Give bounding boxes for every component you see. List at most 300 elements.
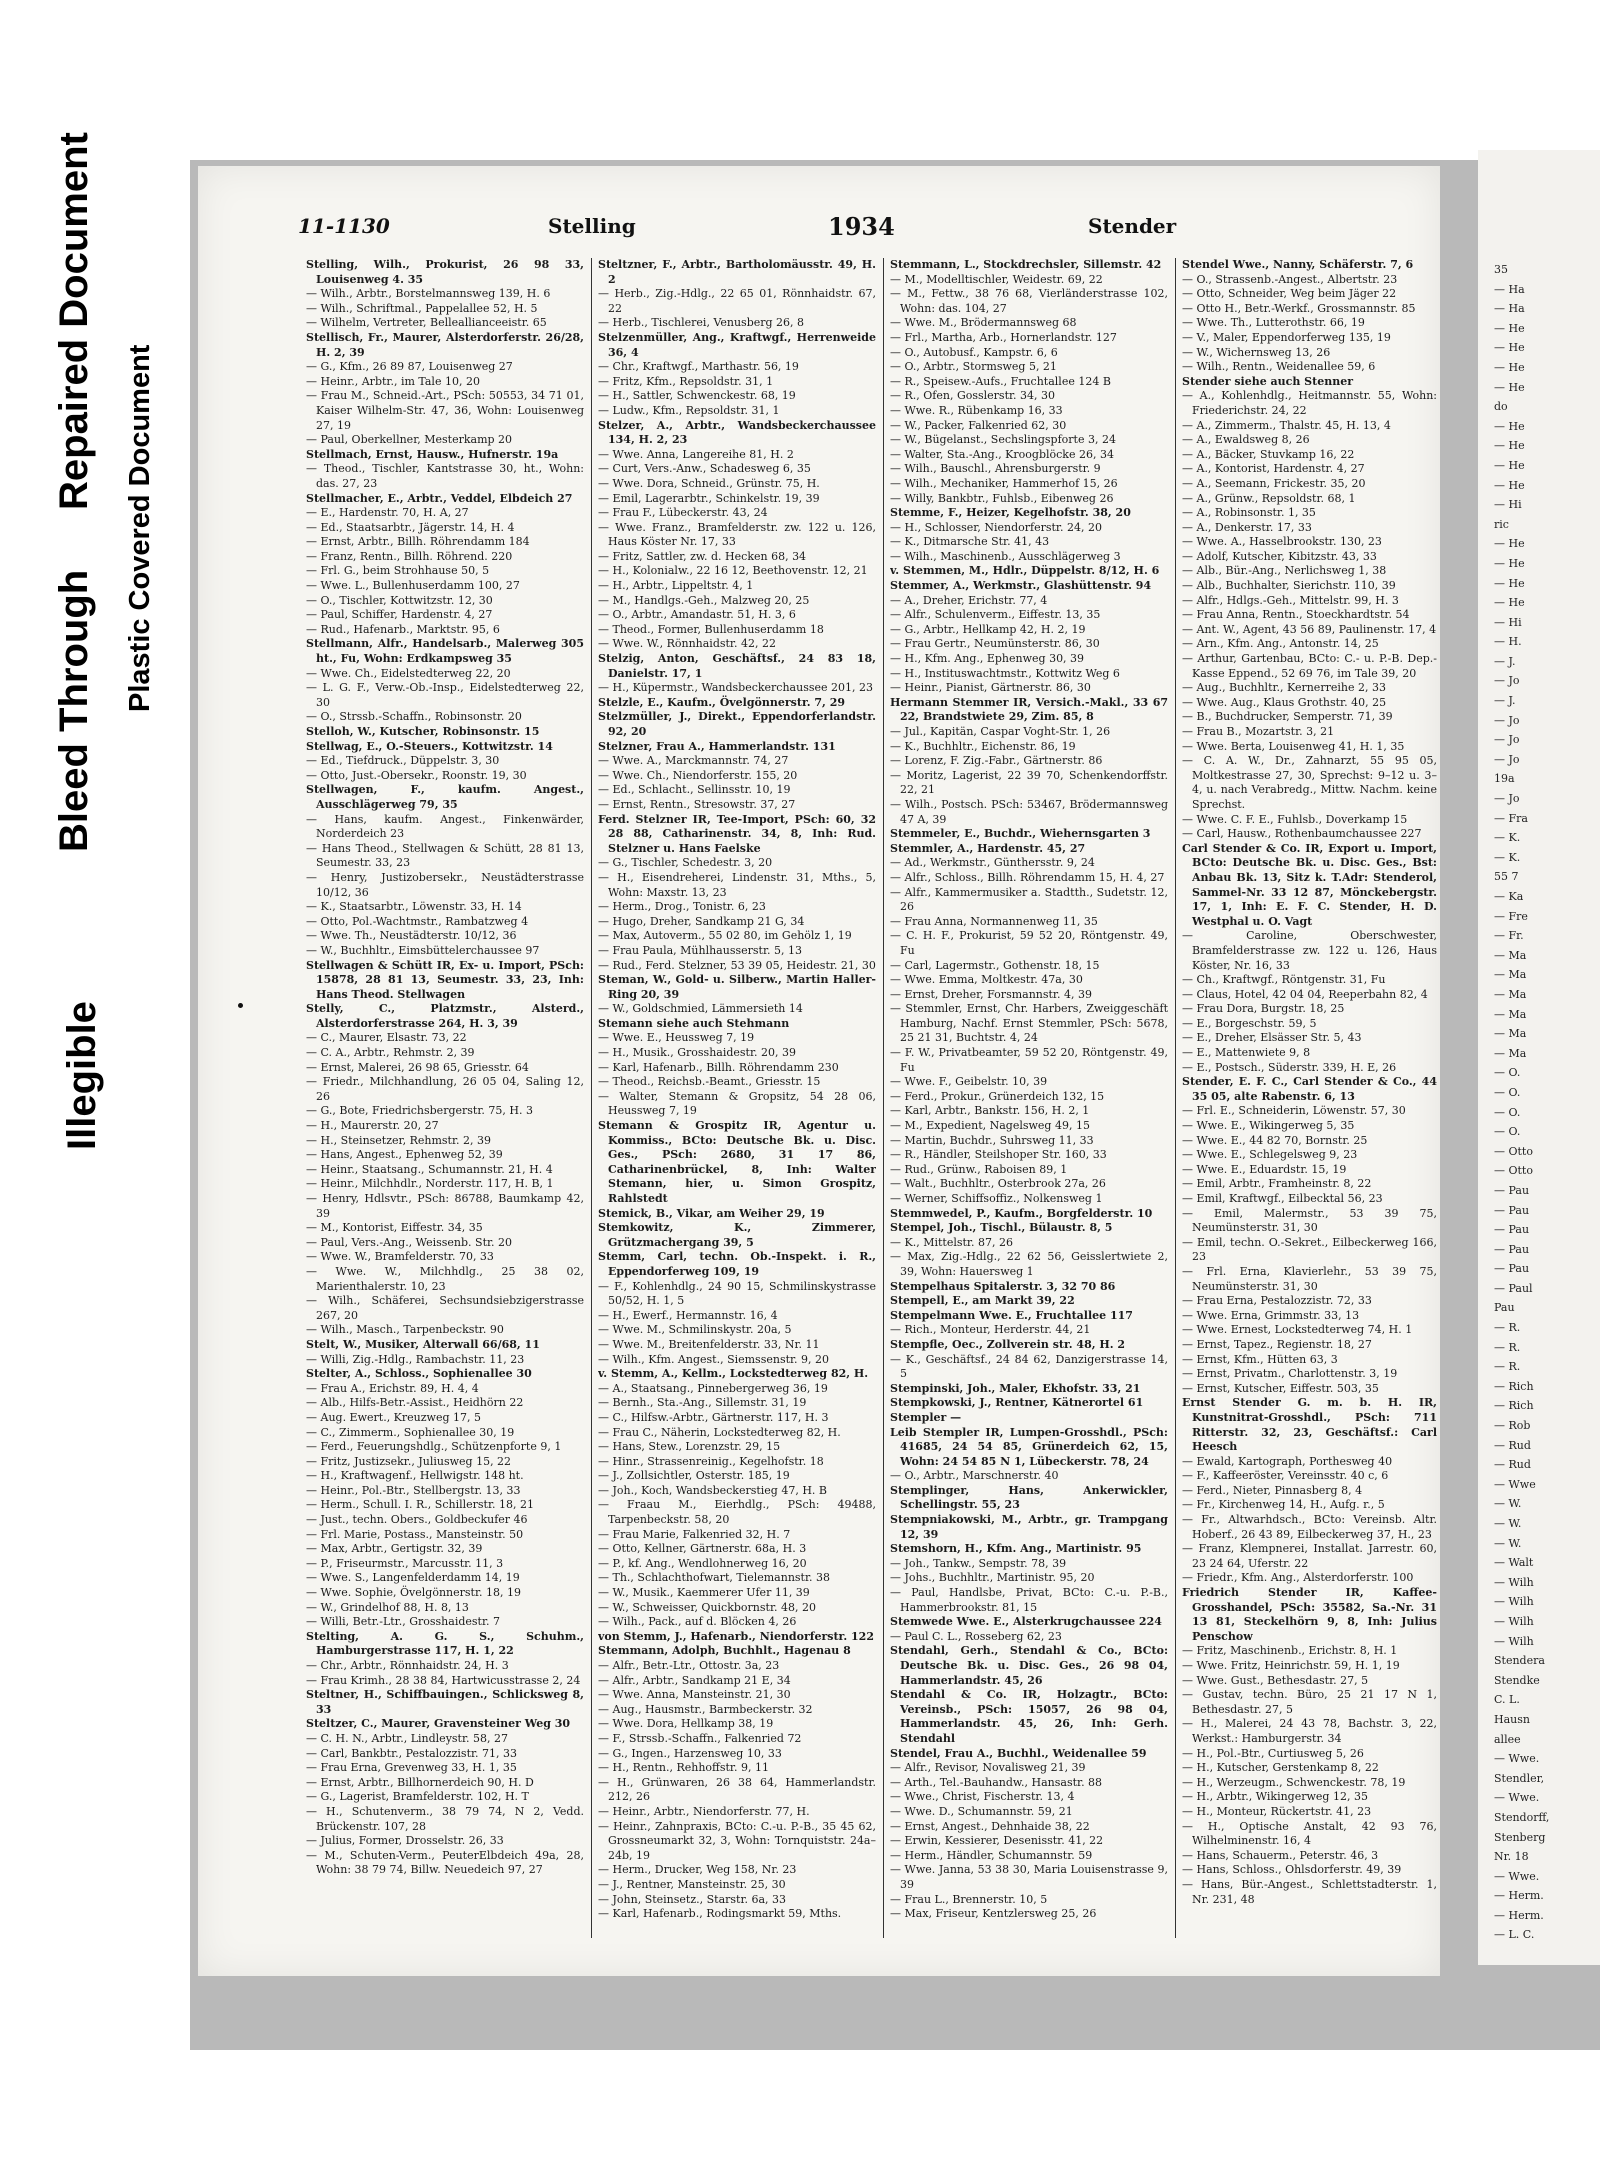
directory-entry: — Herm., Schull. I. R., Schillerstr. 18, 21: [306, 1498, 534, 1512]
directory-entry: — A., Ewaldsweg 8, 26: [1182, 433, 1310, 447]
next-page-fragment: — Jo: [1494, 674, 1520, 688]
directory-entry: — A., Staatsang., Pinnebergerweg 36, 19: [598, 1381, 828, 1395]
directory-entry: — Arth., Tel.-Bauhandw., Hansastr. 88: [890, 1775, 1103, 1789]
next-page-fragment: — H.: [1494, 635, 1522, 649]
directory-entry: Steman, W., Gold- u. Silberw., Martin Haller-Ring 20, 39: [598, 973, 876, 1001]
directory-entry: — Wilh., Postsch. PSch: 53467, Brödermannsweg 47 A, 39: [890, 797, 1168, 826]
directory-entry: Stempniakowski, M., Arbtr., gr. Trampgang 12, 39: [890, 1513, 1168, 1541]
directory-entry: — H., Schlosser, Niendorferstr. 24, 20: [890, 520, 1102, 534]
directory-entry: Stelzer, A., Arbtr., Wandsbeckerchaussee 134, H. 2, 23: [598, 418, 876, 447]
directory-entry: — Claus, Hotel, 42 04 04, Reeperbahn 82, 4: [1182, 987, 1428, 1001]
directory-entry: — Walter, Sta.-Ang., Kroogblöcke 26, 34: [890, 447, 1114, 461]
directory-entry: Leib Stempler IR, Lumpen-Grosshdl., PSch: 41685, 24 54 85, Grünerdeich 62, 15, Wohn: 24 54 85 N 1, Lübeckerstr. 78, 24: [890, 1425, 1168, 1468]
directory-entry: — Herm., Drucker, Weg 158, Nr. 23: [598, 1863, 797, 1877]
next-page-fragment: — He: [1494, 537, 1525, 551]
directory-entry: Stelting, A. G. S., Schuhm., Hamburgerstrasse 117, H. 1, 22: [306, 1629, 584, 1658]
directory-entry: — Bernh., Sta.-Ang., Sillemstr. 31, 19: [598, 1396, 807, 1410]
directory-entry: — Hans, Schloss., Ohlsdorferstr. 49, 39: [1182, 1863, 1402, 1877]
directory-entry: — M., Schuten-Verm., PeuterElbdeich 49a, 28, Wohn: 38 79 74, Billw. Neuedeich 97, 27: [306, 1848, 584, 1877]
directory-entry: — Fr., Kirchenweg 14, H., Aufg. r., 5: [1182, 1498, 1385, 1512]
next-page-fragment: Hausn: [1494, 1712, 1530, 1726]
directory-entry: — G., Ingen., Harzensweg 10, 33: [598, 1746, 782, 1760]
directory-entry: — W., Packer, Falkenried 62, 30: [890, 418, 1067, 432]
directory-entry: — Karl, Hafenarb., Rodingsmarkt 59, Mths.: [598, 1907, 842, 1921]
directory-entry: — Moritz, Lagerist, 22 39 70, Schenkendorffstr. 22, 21: [890, 768, 1168, 797]
directory-entry: — Otto, Schneider, Weg beim Jäger 22: [1182, 287, 1397, 301]
directory-entry: — Wwe. Janna, 53 38 30, Maria Louisenstrasse 9, 39: [890, 1863, 1168, 1891]
directory-entry: — Joh., Tankw., Sempstr. 78, 39: [890, 1556, 1067, 1570]
directory-entry: Stemmwedel, P., Kaufm., Borgfelderstr. 10: [890, 1206, 1153, 1220]
directory-entry: — Wwe. A., Hasselbrookstr. 130, 23: [1182, 535, 1382, 549]
next-page-fragment: — L. C.: [1494, 1928, 1535, 1942]
next-page-fragment: — Ma: [1494, 987, 1527, 1001]
directory-entry: — Fritz, Kfm., Repsoldstr. 31, 1: [598, 374, 774, 388]
directory-entry: — Frl., Martha, Arb., Hornerlandstr. 127: [890, 330, 1117, 344]
next-page-text: [1478, 150, 1600, 1945]
header-year: 1934: [828, 212, 895, 241]
directory-entry: — Friedr., Kfm. Ang., Alsterdorferstr. 100: [1182, 1571, 1414, 1585]
next-page-fragment: — Rich: [1494, 1399, 1534, 1413]
directory-entry: — Wwe. W., Bramfelderstr. 70, 33: [306, 1250, 494, 1264]
directory-entry: — Alfr., Hdlgs.-Geh., Mittelstr. 99, H. 3: [1182, 593, 1399, 607]
directory-entry: Stellmach, Ernst, Hausw., Hufnerstr. 19a: [306, 447, 559, 461]
directory-entry: — Willi, Zig.-Hdlg., Rambachstr. 11, 23: [306, 1352, 525, 1366]
next-page-fragment: — He: [1494, 478, 1525, 492]
ink-speck: [238, 1003, 243, 1008]
directory-entry: — O., Arbtr., Stormsweg 5, 21: [890, 360, 1057, 374]
directory-entry: — A., Dreher, Erichstr. 77, 4: [890, 593, 1048, 607]
directory-entry: — O., Autobusf., Kampstr. 6, 6: [890, 345, 1058, 359]
directory-entry: — Heinr., Zahnpraxis, BCto: C.-u. P.-B., 35 45 62, Grossneumarkt 32, 3, Wohn: Tornquiststr. 24a–24b, 19: [598, 1819, 876, 1862]
directory-entry: — Wwe. E., Eduardstr. 15, 19: [1182, 1162, 1347, 1176]
directory-entry: — Erwin, Kessierer, Desenisstr. 41, 22: [890, 1834, 1104, 1848]
directory-entry: — Karl, Hafenarb., Billh. Röhrendamm 230: [598, 1060, 839, 1074]
directory-entry: — P., kf. Ang., Wendlohnerweg 16, 20: [598, 1556, 807, 1570]
column-divider: [883, 258, 884, 1938]
directory-entry: Stelzmüller, J., Direkt., Eppendorferlandstr. 92, 20: [598, 710, 876, 738]
next-page-fragment: Stendera: [1494, 1654, 1545, 1668]
directory-entry: — Frau Erna, Pestalozzistr. 72, 33: [1182, 1294, 1372, 1308]
next-page-fragment: Nr. 18: [1494, 1850, 1529, 1864]
directory-entry: — Ernst, Tapez., Regienstr. 18, 27: [1182, 1337, 1372, 1351]
directory-entry: — Max, Zig.-Hdlg., 22 62 56, Geisslertwiete 2, 39, Wohn: Hauersweg 1: [890, 1250, 1168, 1278]
directory-entry: Stellmacher, E., Arbtr., Veddel, Elbdeich 27: [306, 491, 573, 505]
next-page-fragment: ric: [1494, 517, 1509, 531]
column-1: [306, 258, 584, 1938]
directory-entry: Stemick, B., Vikar, am Weiher 29, 19: [598, 1206, 825, 1220]
column-divider: [1175, 258, 1176, 1938]
directory-entry: — Wwe. Franz., Bramfelderstr. zw. 122 u. 126, Haus Köster Nr. 17, 33: [598, 520, 876, 549]
directory-entry: — Paul, Vers.-Ang., Weissenb. Str. 20: [306, 1235, 513, 1249]
directory-entry: — Frau M., Schneid.-Art., PSch: 50553, 34 71 01, Kaiser Wilhelm-Str. 47, 36, Wohn: Louisenweg 27, 19: [306, 389, 584, 432]
next-page-fragment: — R.: [1494, 1360, 1521, 1374]
directory-entry: — Fritz, Sattler, zw. d. Hecken 68, 34: [598, 549, 807, 563]
directory-entry: — Franz, Rentn., Billh. Röhrend. 220: [306, 549, 513, 563]
directory-entry: — Julius, Former, Drosselstr. 26, 33: [306, 1834, 504, 1848]
directory-entry: — H., Musik., Grosshaidestr. 20, 39: [598, 1046, 797, 1060]
directory-entry: — A., Bäcker, Stuvkamp 16, 22: [1182, 447, 1355, 461]
directory-entry: — Paul, Schiffer, Hardenstr. 4, 27: [306, 608, 493, 622]
directory-entry: Stellisch, Fr., Maurer, Alsterdorferstr. 26/28, H. 2, 39: [306, 330, 584, 359]
directory-entry: — Wilh., Schriftmal., Pappelallee 52, H. 5: [306, 301, 538, 315]
directory-entry: — Wwe. D., Schumannstr. 59, 21: [890, 1804, 1073, 1818]
next-page-fragment: — Wilh: [1494, 1614, 1534, 1628]
directory-entry: Ernst Stender G. m. b. H. IR, Kunstnitrat-Grosshdl., PSch: 711 Ritterstr. 32, 23, Geschäftsf.: Carl Heesch: [1182, 1396, 1437, 1454]
directory-entry: — Wwe. Ch., Eidelstedterweg 22, 20: [306, 666, 511, 680]
directory-entry: — Wilh., Mechaniker, Hammerhof 15, 26: [890, 476, 1118, 490]
directory-entry: — Johs., Buchhltr., Martinistr. 95, 20: [890, 1571, 1095, 1585]
directory-entry: von Stemm, J., Hafenarb., Niendorferstr. 122: [598, 1629, 874, 1643]
directory-entry: — O., Arbtr., Amandastr. 51, H. 3, 6: [598, 608, 796, 622]
directory-entry: Stelzig, Anton, Geschäftsf., 24 83 18, Danielstr. 17, 1: [598, 652, 876, 680]
directory-entry: — Heinr., Pianist, Gärtnerstr. 86, 30: [890, 681, 1091, 695]
directory-entry: — A., Seemann, Frickestr. 35, 20: [1182, 476, 1366, 490]
directory-entry: — H., Kolonialw., 22 16 12, Beethovenstr. 12, 21: [598, 564, 868, 578]
directory-entry: — Wwe. C. F. E., Fuhlsb., Doverkamp 15: [1182, 812, 1408, 826]
directory-entry: — Heinr., Arbtr., Niendorferstr. 77, H.: [598, 1804, 810, 1818]
directory-entry: — K., Staatsarbtr., Löwenstr. 33, H. 14: [306, 900, 522, 914]
directory-entry: — Paul, Oberkellner, Mesterkamp 20: [306, 433, 513, 447]
directory-entry: — H., Steinsetzer, Rehmstr. 2, 39: [306, 1133, 491, 1147]
directory-entry: — Rud., Grünw., Raboisen 89, 1: [890, 1162, 1068, 1176]
directory-entry: Stemm, Carl, techn. Ob.-Inspekt. i. R., Eppendorferweg 109, 19: [598, 1250, 876, 1278]
directory-entry: — Frl. Marie, Postass., Mansteinstr. 50: [306, 1527, 524, 1541]
directory-entry: Stempell, E., am Markt 39, 22: [890, 1294, 1075, 1308]
directory-entry: — Just., techn. Obers., Goldbeckufer 46: [306, 1513, 528, 1527]
directory-entry: Stellwagen, F., kaufm. Angest., Ausschlägerweg 79, 35: [306, 783, 584, 811]
next-page-fragment: — Ma: [1494, 1027, 1527, 1041]
next-page-fragment: — Ha: [1494, 282, 1525, 296]
directory-entry: — Wwe. Th., Lutterothstr. 66, 19: [1182, 316, 1365, 330]
next-page-fragment: — Otto: [1494, 1164, 1533, 1178]
directory-entry: — John, Steinsetz., Starstr. 6a, 33: [598, 1892, 787, 1906]
next-page-fragment: — He: [1494, 439, 1525, 453]
directory-entry: Stempkowski, J., Rentner, Kätnerortel 61: [890, 1396, 1144, 1410]
directory-entry: Friedrich Stender IR, Kaffee-Grosshandel, PSch: 35582, Sa.-Nr. 31 13 81, Steckelhörn 9, 8, Inh: Julius Penschow: [1182, 1586, 1437, 1643]
directory-entry: Stendahl & Co. IR, Holzagtr., BCto: Vereinsb., PSch: 15057, 26 98 04, Hammerlandstr. 45, 26, Inh: Gerh. Stendahl: [890, 1688, 1168, 1745]
directory-entry: — H., Malerei, 24 43 78, Bachstr. 3, 22, Werkst.: Hamburgerstr. 34: [1182, 1717, 1437, 1745]
directory-entry: — Frl. G., beim Strohhause 50, 5: [306, 564, 490, 578]
directory-entry: — Wwe. E., 44 82 70, Bornstr. 25: [1182, 1133, 1368, 1147]
next-page-fragment: — Wwe.: [1494, 1791, 1540, 1805]
directory-entry: — Wwe. L., Bullenhuserdamm 100, 27: [306, 579, 520, 593]
directory-entry: — Wwe. Ernest, Lockstedterweg 74, H. 1: [1182, 1323, 1413, 1337]
directory-entry: Stellwag, E., O.-Steuers., Kottwitzstr. 14: [306, 739, 553, 753]
directory-entry: — H., Küpermstr., Wandsbeckerchaussee 201, 23: [598, 681, 873, 695]
directory-entry: — K., Ditmarsche Str. 41, 43: [890, 535, 1050, 549]
directory-entry: — Wwe. E., Schlegelsweg 9, 23: [1182, 1148, 1358, 1162]
next-page-fragment: Stendorff,: [1494, 1810, 1550, 1824]
directory-entry: — Stemmler, Ernst, Chr. Harbers, Zweiggeschäft Hamburg, Nachf. Ernst Stemmler, PSch: 5678, 25 21 31, Buchtstr. 4, 24: [890, 1002, 1168, 1045]
directory-entry: — R., Ofen, Gosslerstr. 34, 30: [890, 389, 1056, 403]
directory-entry: — H., Kfm. Ang., Ephenweg 30, 39: [890, 652, 1085, 666]
header-last-entry: Stender: [1088, 214, 1177, 238]
directory-entry: Stelter, A., Schloss., Sophienallee 30: [306, 1367, 532, 1381]
directory-entry: — Wilh., Masch., Tarpenbeckstr. 90: [306, 1323, 504, 1337]
directory-entry: — L. G. F., Verw.-Ob.-Insp., Eidelstedterweg 22, 30: [306, 681, 584, 709]
directory-entry: — Wwe., Christ, Fischerstr. 13, 4: [890, 1790, 1075, 1804]
directory-entry: — H., Arbtr., Lippeltstr. 4, 1: [598, 579, 754, 593]
directory-entry: — H., Monteur, Rückertstr. 41, 23: [1182, 1804, 1372, 1818]
directory-entry: — Wwe. M., Brödermannsweg 68: [890, 316, 1077, 330]
next-page-fragment: — Ma: [1494, 968, 1527, 982]
directory-entry: — Gustav, techn. Büro, 25 21 17 N 1, Bethesdastr. 27, 5: [1182, 1688, 1437, 1716]
directory-entry: — Frau Anna, Rentn., Stoeckhardtstr. 54: [1182, 608, 1410, 622]
directory-entry: — O., Arbtr., Marschnerstr. 40: [890, 1469, 1059, 1483]
directory-entry: — Alfr., Schulenverm., Eiffestr. 13, 35: [890, 608, 1101, 622]
directory-entry: Steltzer, C., Maurer, Gravensteiner Weg 30: [306, 1717, 571, 1731]
directory-entry: — C., Zimmerm., Sophienallee 30, 19: [306, 1425, 515, 1439]
directory-entry: Stellmann, Alfr., Handelsarb., Malerweg 305 ht., Fu, Wohn: Erdkampsweg 35: [306, 637, 584, 666]
directory-entry: — Wwe. Berta, Louisenweg 41, H. 1, 35: [1182, 739, 1405, 753]
next-page-fragment: — He: [1494, 419, 1525, 433]
directory-entry: — M., Handlgs.-Geh., Malzweg 20, 25: [598, 593, 810, 607]
directory-entry: — Wwe. Dora, Schneid., Grünstr. 75, H.: [598, 476, 820, 490]
directory-entry: — Frau Krimh., 28 38 84, Hartwicusstrasse 2, 24: [306, 1673, 581, 1687]
directory-entry: — Ferd., Nieter, Pinnasberg 8, 4: [1182, 1483, 1363, 1497]
directory-entry: — C. H. F., Prokurist, 59 52 20, Röntgenstr. 49, Fu: [890, 929, 1168, 957]
directory-entry: — A., Robinsonstr. 1, 35: [1182, 506, 1316, 520]
directory-entry: — G., Arbtr., Hellkamp 42, H. 2, 19: [890, 622, 1086, 636]
directory-entry: — Wwe. Gust., Bethesdastr. 27, 5: [1182, 1673, 1369, 1687]
next-page-fragment: — He: [1494, 556, 1525, 570]
next-page-fragment: — Fre: [1494, 909, 1528, 923]
next-page-fragment: 35: [1494, 263, 1508, 276]
directory-entry: — Alfr., Arbtr., Sandkamp 21 E, 34: [598, 1673, 791, 1687]
directory-entry: — Wwe. R., Rübenkamp 16, 33: [890, 403, 1063, 417]
next-page-fragment: — Rob: [1494, 1419, 1531, 1433]
directory-entry: — Carl, Bankbtr., Pestalozzistr. 71, 33: [306, 1746, 518, 1760]
next-page-fragment: 55 7: [1494, 870, 1519, 884]
directory-entry: — B., Buchdrucker, Semperstr. 71, 39: [1182, 710, 1393, 724]
directory-entry: — H., Eisendreherei, Lindenstr. 31, Mths., 5, Wohn: Maxstr. 13, 23: [598, 870, 876, 899]
directory-entry: — H., Instituswachtmstr., Kottwitz Weg 6: [890, 666, 1120, 680]
directory-entry: — Wwe. Fritz, Heinrichstr. 59, H. 1, 19: [1182, 1659, 1400, 1672]
next-page-fragment: — J.: [1494, 694, 1516, 708]
directory-entry: — Wwe. Ch., Niendorferstr. 155, 20: [598, 768, 798, 782]
directory-entry: — Frau L., Brennerstr. 10, 5: [890, 1892, 1048, 1906]
directory-entry: — Martin, Buchdr., Suhrsweg 11, 33: [890, 1133, 1094, 1147]
next-page-fragment: allee: [1494, 1732, 1521, 1746]
directory-entry: Stempelmann Wwe. E., Fruchtallee 117: [890, 1308, 1133, 1322]
next-page-edge: [1478, 150, 1600, 1965]
directory-entry: — Henry, Hdlsvtr., PSch: 86788, Baumkamp 42, 39: [306, 1192, 584, 1220]
directory-entry: — Adolf, Kutscher, Kibitzstr. 43, 33: [1182, 549, 1377, 563]
directory-entry: — Wwe. Anna, Langereihe 81, H. 2: [598, 447, 794, 461]
directory-entry: — Wwe. S., Langenfelderdamm 14, 19: [306, 1571, 520, 1585]
directory-entry: Stemshorn, H., Kfm. Ang., Martinistr. 95: [890, 1542, 1142, 1556]
column-3: [890, 258, 1168, 1938]
directory-entry: — Ant. W., Agent, 43 56 89, Paulinenstr. 17, 4: [1182, 622, 1437, 636]
directory-entry: — W., Musik., Kaemmerer Ufer 11, 39: [598, 1586, 810, 1600]
directory-entry: Carl Stender & Co. IR, Export u. Import, BCto: Deutsche Bk. u. Disc. Ges., Bst: Anbau Bk. 13, Sitz k. T.Adr: Stenderol, Sammel-Nr. 33 12 87, Mönckebergstr. 17, 1, Inh: E. F. C. Stender, H. D. Westphal u. O. Vagt: [1182, 841, 1437, 928]
directory-entry: — Wilhelm, Vertreter, Belleallianceeistr. 65: [306, 316, 547, 330]
next-page-fragment: — Pau: [1494, 1262, 1530, 1276]
directory-entry: — Wwe. W., Milchhdlg., 25 38 02, Marienthalerstr. 10, 23: [306, 1264, 584, 1293]
directory-entry: — Herm., Drog., Tonistr. 6, 23: [598, 900, 766, 914]
next-page-fragment: — He: [1494, 341, 1525, 355]
directory-entry: — Ernst, Kutscher, Eiffestr. 503, 35: [1182, 1381, 1379, 1395]
directory-entry: Steltner, H., Schiffbauingen., Schlicksweg 8, 33: [306, 1688, 584, 1716]
directory-entry: — E., Mattenwiete 9, 8: [1182, 1046, 1311, 1060]
next-page-fragment: — O.: [1494, 1125, 1521, 1139]
directory-entry: — Wilh., Maschinenb., Ausschlägerweg 3: [890, 549, 1121, 563]
directory-entry: — R., Speisew.-Aufs., Fruchtallee 124 B: [890, 374, 1111, 388]
label-plastic-covered-document: Plastic Covered Document: [124, 344, 156, 712]
directory-entry: — G., Bote, Friedrichsbergerstr. 75, H. 3: [306, 1104, 533, 1118]
directory-entry: Stemmann, Adolph, Buchhlt., Hagenau 8: [598, 1644, 851, 1658]
page-number: 11-1130: [298, 214, 390, 238]
directory-entry: Steltzner, F., Arbtr., Bartholomäusstr. 49, H. 2: [598, 258, 876, 286]
directory-entry: Hermann Stemmer IR, Versich.-Makl., 33 67 22, Brandstwiete 29, Zim. 85, 8: [890, 695, 1168, 724]
directory-entry: — Wwe. W., Rönnhaidstr. 42, 22: [598, 637, 776, 651]
directory-entry: — Frl. Erna, Klavierlehr., 53 39 75, Neumünsterstr. 31, 30: [1182, 1264, 1437, 1293]
directory-entry: — Rich., Monteur, Herderstr. 44, 21: [890, 1323, 1091, 1337]
directory-entry: — Max, Arbtr., Gertigstr. 32, 39: [306, 1542, 483, 1556]
directory-entry: — Ludw., Kfm., Repsoldstr. 31, 1: [598, 403, 780, 417]
directory-entry: — M., Fettw., 38 76 68, Vierländerstrasse 102, Wohn: das. 104, 27: [890, 287, 1168, 315]
next-page-fragment: — Wwe: [1494, 1477, 1536, 1491]
next-page-fragment: — Ma: [1494, 1007, 1527, 1021]
directory-entry: — W., Grindelhof 88, H. 8, 13: [306, 1600, 469, 1614]
directory-entry: — W., Goldschmied, Lämmersieth 14: [598, 1002, 803, 1016]
directory-entry: — Hinr., Strassenreinig., Kegelhofstr. 18: [598, 1454, 824, 1468]
directory-entry: — Aug., Buchhltr., Kernerreihe 2, 33: [1182, 681, 1386, 695]
directory-entry: — Frau Paula, Mühlhausserstr. 5, 13: [598, 943, 802, 957]
directory-entry: — C., Hilfsw.-Arbtr., Gärtnerstr. 117, H. 3: [598, 1410, 829, 1424]
directory-entry: — Theod., Former, Bullenhuserdamm 18: [598, 622, 824, 636]
directory-entry: — A., Kohlenhdlg., Heitmannstr. 55, Wohn: Friederichstr. 24, 22: [1182, 389, 1437, 417]
directory-entry: — Lorenz, F. Zig.-Fabr., Gärtnerstr. 86: [890, 754, 1103, 768]
directory-entry: — Theod., Tischler, Kantstrasse 30, ht., Wohn: das. 27, 23: [306, 462, 584, 490]
directory-entry: Stemann siehe auch Stehmann: [598, 1016, 790, 1030]
directory-entry: Stemmeler, E., Buchdr., Wiehernsgarten 3: [890, 827, 1151, 841]
directory-entry: — Otto, Pol.-Wachtmstr., Rambatzweg 4: [306, 914, 529, 928]
directory-entry: — Chr., Kraftwgf., Marthastr. 56, 19: [598, 360, 799, 374]
next-page-fragment: — Rich: [1494, 1379, 1534, 1393]
directory-entry: — Hans, kaufm. Angest., Finkenwärder, Norderdeich 23: [306, 812, 584, 841]
directory-entry: — Werner, Schiffsoffiz., Nolkensweg 1: [890, 1192, 1103, 1205]
directory-entry: — F., Kaffeeröster, Vereinsstr. 40 c, 6: [1182, 1469, 1389, 1483]
next-page-fragment: — He: [1494, 360, 1525, 374]
directory-entry: — Alb., Hilfs-Betr.-Assist., Heidhörn 22: [306, 1396, 524, 1410]
directory-entry: — Herm., Händler, Schumannstr. 59: [890, 1848, 1093, 1862]
next-page-fragment: — Jo: [1494, 733, 1520, 747]
directory-entry: Stempelhaus Spitalerstr. 3, 32 70 86: [890, 1279, 1116, 1293]
directory-entry: Stellwagen & Schütt IR, Ex- u. Import, PSch: 15878, 28 81 13, Seumestr. 33, 23, Inh: Hans Theod. Stellwagen: [306, 958, 584, 1001]
column-2: [598, 258, 876, 1938]
directory-entry: — Ernst, Malerei, 26 98 65, Griesstr. 64: [306, 1060, 529, 1074]
next-page-fragment: Stenberg: [1494, 1830, 1546, 1844]
next-page-fragment: — Pau: [1494, 1183, 1530, 1197]
directory-entry: — Fraau M., Eierhdlg., PSch: 49488, Tarpenbeckstr. 58, 20: [598, 1498, 876, 1527]
directory-entry: v. Stemmen, M., Hdlr., Düppelstr. 8/12, H. 6: [890, 564, 1160, 578]
directory-entry: — Wwe. Emma, Moltkestr. 47a, 30: [890, 973, 1083, 987]
next-page-fragment: — Walt: [1494, 1556, 1534, 1570]
next-page-fragment: — Hi: [1494, 615, 1522, 629]
directory-entry: — K., Geschäftsf., 24 84 62, Danzigerstrasse 14, 5: [890, 1352, 1168, 1381]
next-page-fragment: 19a: [1494, 772, 1515, 786]
directory-entry: — H., Sattler, Schwenckestr. 68, 19: [598, 389, 796, 403]
next-page-fragment: — O.: [1494, 1066, 1521, 1080]
directory-entry: — Wilh., Pack., auf d. Blöcken 4, 26: [598, 1615, 797, 1629]
next-page-fragment: — He: [1494, 576, 1525, 590]
directory-entry: Stempler —: [890, 1410, 962, 1424]
label-repaired-document: Repaired Document: [52, 132, 96, 510]
directory-entry: — C., Maurer, Elsastr. 73, 22: [306, 1031, 467, 1045]
directory-entry: — Frau C., Näherin, Lockstedterweg 82, H.: [598, 1425, 841, 1439]
directory-entry: — Rud., Ferd. Stelzner, 53 39 05, Heidestr. 21, 30: [598, 958, 876, 972]
directory-entry: — Ernst, Angest., Dehnhaide 38, 22: [890, 1819, 1090, 1833]
directory-entry: — F., Kohlenhdlg., 24 90 15, Schmilinskystrasse 50/52, H. 1, 5: [598, 1279, 876, 1308]
directory-entry: Stelling, Wilh., Prokurist, 26 98 33, Louisenweg 4. 35: [306, 258, 584, 286]
next-page-fragment: — Wilh: [1494, 1595, 1534, 1609]
directory-entry: — H., Schutenverm., 38 79 74, N 2, Vedd. Brückenstr. 107, 28: [306, 1804, 584, 1833]
directory-entry: — Wwe. Erna, Grimmstr. 33, 13: [1182, 1308, 1360, 1322]
directory-entry: — Ed., Tiefdruck., Düppelstr. 3, 30: [306, 754, 500, 768]
next-page-fragment: — K.: [1494, 850, 1521, 864]
directory-entry: — G., Tischler, Schedestr. 3, 20: [598, 856, 773, 870]
next-page-fragment: Stendke: [1494, 1673, 1540, 1687]
directory-entry: — Ad., Werkmstr., Günthersstr. 9, 24: [890, 856, 1095, 870]
next-page-fragment: — R.: [1494, 1340, 1521, 1354]
next-page-fragment: — Ma: [1494, 1046, 1527, 1060]
directory-entry: — H., Kraftwagenf., Hellwigstr. 148 ht.: [306, 1469, 524, 1483]
directory-entry: — Joh., Koch, Wandsbeckerstieg 47, H. B: [598, 1483, 828, 1497]
next-page-fragment: C. L.: [1494, 1693, 1520, 1707]
directory-entry: — Max, Friseur, Kentzlersweg 25, 26: [890, 1907, 1097, 1921]
directory-entry: — Hans Theod., Stellwagen & Schütt, 28 81 13, Seumestr. 33, 23: [306, 841, 584, 870]
directory-entry: — Wilh., Arbtr., Borstelmannsweg 139, H. 6: [306, 287, 551, 301]
directory-entry: — Otto, Kellner, Gärtnerstr. 68a, H. 3: [598, 1542, 807, 1556]
directory-entry: — Wwe. Anna, Mansteinstr. 21, 30: [598, 1688, 791, 1702]
directory-entry: — Wwe. Dora, Hellkamp 38, 19: [598, 1717, 774, 1731]
directory-entry: — R., Händler, Steilshoper Str. 160, 33: [890, 1148, 1107, 1162]
next-page-fragment: Pau: [1494, 1301, 1515, 1315]
side-labels: [0, 0, 190, 2177]
directory-entry: — H., Arbtr., Wikingerweg 12, 35: [1182, 1790, 1368, 1804]
directory-entry: Stemann & Grospitz IR, Agentur u. Kommiss., BCto: Deutsche Bk. u. Disc. Ges., PSch: 2680, 31 17 86, Catharinenbrückel, 8, Inh: Walter Stemann, hier, u. Simon Grospitz, Rahlstedt: [598, 1119, 876, 1205]
directory-entry: — Alb., Buchhalter, Sierichstr. 110, 39: [1182, 579, 1396, 593]
label-bleed-through: Bleed Through: [52, 569, 96, 852]
directory-entry: — K., Mittelstr. 87, 26: [890, 1235, 1013, 1249]
directory-entry: — Ernst, Arbtr., Billhornerdeich 90, H. D: [306, 1775, 534, 1789]
directory-entry: — Arn., Kfm. Ang., Antonstr. 14, 25: [1182, 637, 1379, 651]
directory-entry: Stempfle, Oec., Zollverein str. 48, H. 2: [890, 1337, 1126, 1351]
directory-entry: — O., Strassenb.-Angest., Albertstr. 23: [1182, 272, 1398, 286]
next-page-fragment: — Herm.: [1494, 1889, 1544, 1903]
directory-entry: — E., Borgeschstr. 59, 5: [1182, 1016, 1317, 1030]
directory-entry: — Wwe. E., Wikingerweg 5, 35: [1182, 1119, 1355, 1133]
directory-entry: — Friedr., Milchhandlung, 26 05 04, Saling 12, 26: [306, 1075, 584, 1103]
directory-entry: — Walter, Stemann & Gropsitz, 54 28 06, Heussweg 7, 19: [598, 1089, 876, 1118]
directory-entry: — Franz, Klempnerei, Installat. Jarrestr. 60, 23 24 64, Uferstr. 22: [1182, 1542, 1437, 1570]
header-first-entry: Stelling: [548, 214, 636, 238]
directory-entry: — Aug. Ewert., Kreuzweg 17, 5: [306, 1410, 482, 1424]
directory-entry: — H., Kutscher, Gerstenkamp 8, 22: [1182, 1761, 1379, 1775]
directory-entry: — Rud., Hafenarb., Marktstr. 95, 6: [306, 622, 500, 636]
next-page-fragment: — O.: [1494, 1105, 1521, 1119]
next-page-fragment: — O.: [1494, 1085, 1521, 1099]
next-page-fragment: — Jo: [1494, 752, 1520, 766]
directory-entry: — Th., Schlachthofwart, Tielemannstr. 38: [598, 1571, 831, 1585]
directory-entry: — V., Maler, Eppendorferweg 135, 19: [1182, 330, 1391, 344]
directory-entry: — C. A. W., Dr., Zahnarzt, 55 95 05, Moltkestrasse 27, 30, Sprechst: 9–12 u. 3–4, u. nach Verabredg., Mittw. Nachm. keine Sprechst.: [1182, 754, 1437, 811]
directory-entry: — Paul, Handlsbe, Privat, BCto: C.-u. P.-B., Hammerbrookstr. 81, 15: [890, 1586, 1168, 1614]
directory-entry: — Fritz, Justizsekr., Juliusweg 15, 22: [306, 1454, 512, 1468]
next-page-fragment: — Ma: [1494, 948, 1527, 962]
directory-entry: — Wwe. Aug., Klaus Grothstr. 40, 25: [1182, 695, 1387, 709]
